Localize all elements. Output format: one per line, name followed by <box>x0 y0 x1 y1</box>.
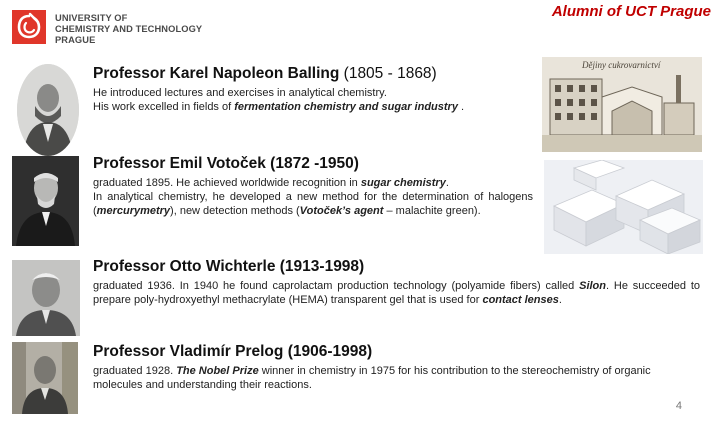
portrait-wichterle <box>12 260 80 336</box>
institution-line: CHEMISTRY AND TECHNOLOGY <box>55 23 203 34</box>
description-text: graduated 1895. He achieved worldwide recognition in <box>93 177 361 189</box>
alumnus-entry-votocek <box>93 155 700 219</box>
alumnus-name <box>93 258 700 276</box>
alumnus-description <box>93 176 700 219</box>
page-number: 4 <box>675 400 682 412</box>
description-emphasis: mercurymetry <box>96 205 171 218</box>
description-line <box>93 100 700 114</box>
description-line <box>93 176 700 190</box>
alumnus-name-text: Professor Emil Votoček <box>93 155 266 172</box>
description-text: . He succeeded to prepare poly-hydroxyethyl methacrylate (HEMA) transparent gel that is used for <box>93 280 701 307</box>
institution-line: PRAGUE <box>55 34 96 45</box>
description-text: . <box>445 177 449 189</box>
alumnus-name-text: Professor Karel Napoleon Balling <box>93 65 340 82</box>
alumnus-name-text: Professor Otto Wichterle <box>93 258 276 275</box>
description-text: winner in chemistry in 1975 for his contribution to the stereochemistry of organic molecules and understanding their reactions. <box>93 365 651 392</box>
portrait-votocek <box>12 156 79 246</box>
alumnus-description <box>93 86 700 114</box>
description-emphasis: Votoček’s agent <box>299 205 384 218</box>
description-emphasis: sugar chemistry <box>360 177 446 189</box>
description-text: graduated 1928. <box>93 365 177 377</box>
description-text: . <box>558 294 562 307</box>
description-text: . <box>461 101 465 114</box>
portrait-prelog <box>12 342 78 414</box>
description-emphasis: contact lenses <box>482 294 559 307</box>
description-emphasis: The Nobel Prize <box>176 365 259 377</box>
alumnus-description <box>93 279 700 307</box>
illustration-caption: Dějiny cukrovarnictví <box>582 60 661 70</box>
portrait-balling <box>17 64 79 156</box>
description-emphasis: Silon <box>579 280 606 292</box>
alumnus-name-text: Professor Vladimír Prelog <box>93 343 284 360</box>
uct-flask-icon <box>12 10 46 44</box>
alumnus-entry-balling <box>93 65 700 114</box>
alumnus-description <box>93 364 700 392</box>
alumnus-name <box>93 343 700 361</box>
alumnus-dates: (1906-1998) <box>287 343 373 360</box>
alumnus-dates: (1805 - 1868) <box>343 65 437 82</box>
alumnus-entry-wichterle <box>93 258 700 307</box>
institution-name <box>55 13 202 45</box>
alumnus-dates: (1913-1998) <box>279 258 365 275</box>
alumnus-entry-prelog <box>93 343 700 392</box>
alumnus-name <box>93 155 700 173</box>
description-text: ), new detection methods ( <box>170 205 300 218</box>
slide-title: Alumni of UCT Prague <box>551 3 711 20</box>
description-text: graduated 1936. In 1940 he found caprolactam production technology (polyamide fibers) called <box>93 280 580 292</box>
description-emphasis: fermentation chemistry and sugar industry <box>234 101 458 114</box>
alumnus-dates: (1872 -1950) <box>270 155 359 172</box>
description-line: He introduced lectures and exercises in analytical chemistry. <box>93 87 387 99</box>
university-logo <box>12 10 202 45</box>
description-text: In analytical chemistry, he developed a new method for the determination of halogens ( <box>93 191 533 218</box>
alumnus-name <box>93 65 700 83</box>
description-paragraph <box>93 190 533 218</box>
description-text: – malachite green). <box>383 205 481 218</box>
description-text: His work excelled in fields of <box>93 101 235 114</box>
institution-line: UNIVERSITY OF <box>55 13 128 23</box>
